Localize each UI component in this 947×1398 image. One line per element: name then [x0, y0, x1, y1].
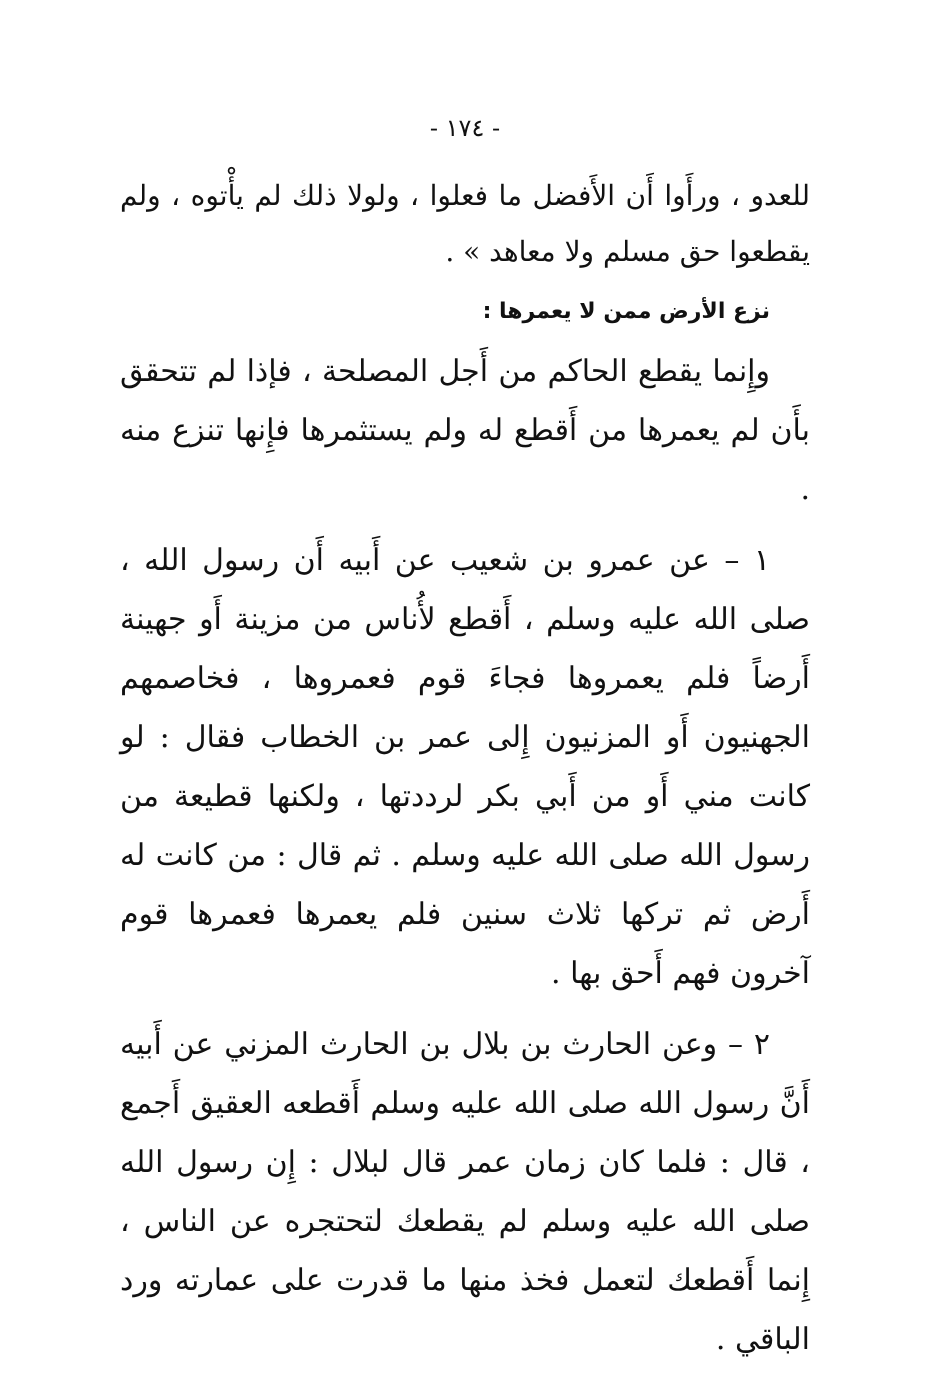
- hadith-2-paragraph: ٢ – وعن الحارث بن بلال بن الحارث المزني عن أَبيه أَنَّ رسول الله صلى الله عليه وسلم أَقطعه العقيق أَجمع ، قال : فلما كان زمان عمر قال لبلال : إِن رسول الله صلى الله عليه وسلم لم يقطعك لتحتجره عن الناس ، إِنما أَقطعك لتعمل فخذ منها ما قدرت على عمارته ورد الباقي .: [120, 1027, 810, 1357]
- intro-paragraph: للعدو ، ورأَوا أَن الأَفضل ما فعلوا ، ولولا ذلك لم يأْتوه ، ولم يقطعوا حق مسلم ولا معاهد » .: [120, 179, 810, 268]
- section-intro-paragraph: وإِنما يقطع الحاكم من أَجل المصلحة ، فإذا لم تتحقق بأَن لم يعمرها من أَقطع له ولم يستثمرها فإِنها تنزع منه .: [120, 354, 810, 507]
- section-heading: نزع الأرض ممن لا يعمرها :: [482, 299, 770, 324]
- document-page: [120, 108, 810, 1369]
- page-number: - ١٧٤ -: [429, 114, 501, 142]
- hadith-1-paragraph: ١ – عن عمرو بن شعيب عن أَبيه أَن رسول الله ، صلى الله عليه وسلم ، أَقطع لأُناس من مزينة أَو جهينة أَرضاً فلم يعمروها فجاءَ قوم فعمروها ، فخاصمهم الجهنيون أَو المزنيون إِلى عمر بن الخطاب فقال : لو كانت مني أَو من أَبي بكر لرددتها ، ولكنها قطيعة من رسول الله صلى الله عليه وسلم . ثم قال : من كانت له أَرض ثم تركها ثلاث سنين فلم يعمرها فعمرها قوم آخرون فهم أَحق بها .: [120, 543, 810, 991]
